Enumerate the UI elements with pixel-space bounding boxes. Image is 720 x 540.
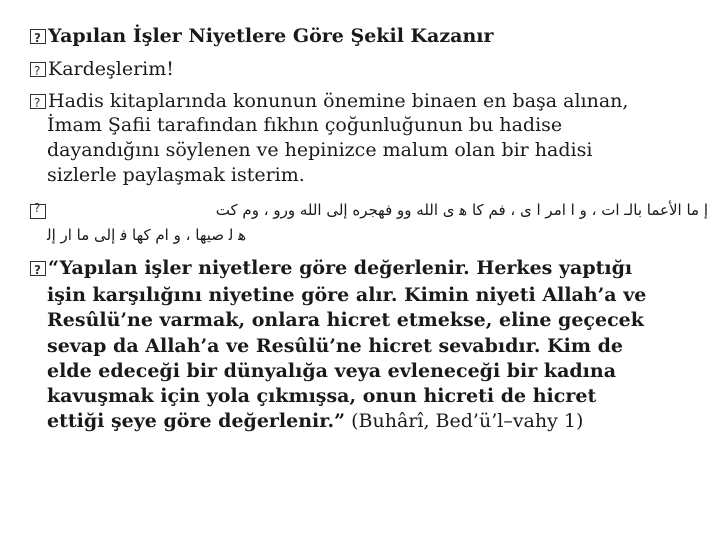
translation-line-7: ettiği şeye göre değerlenir.”	[47, 410, 346, 432]
intro-line-2: İmam Şafii tarafından fıkhın çoğunluğunun bu hadise	[47, 114, 563, 136]
slide-title-bullet	[30, 24, 494, 48]
arabic-hadith-line-2: ﻫ ﻟ ﺻﻴﻬﺎ ، و ام كها ﻓ إلى ما ار إﻟ	[47, 226, 247, 244]
missing-glyph-bullet-icon	[30, 204, 46, 219]
translation-bullet	[30, 256, 632, 280]
missing-glyph-bullet-icon	[30, 261, 46, 276]
slide-title: Yapılan İşler Niyetlere Göre Şekil Kazanır	[48, 25, 494, 47]
intro-line-3: dayandığını söylenen ve hepinizce malum olan bir hadisi	[47, 139, 593, 161]
translation-line-1: “Yapılan işler niyetlere göre değerlenir. Herkes yaptığı	[48, 257, 633, 279]
intro-line-4: sizlerle paylaşmak isterim.	[47, 164, 305, 186]
translation-line-5: elde edeceği bir dünyalığa veya evleneceği bir kadına	[47, 360, 617, 382]
translation-line-3: Resûlü’ne varmak, onlara hicret etmekse, eline geçecek	[47, 309, 644, 331]
missing-glyph-bullet-icon	[30, 29, 46, 44]
hadith-citation: (Buhârî, Bed’ü’l–vahy 1)	[351, 410, 584, 432]
missing-glyph-bullet-icon	[30, 94, 46, 109]
intro-bullet	[30, 89, 628, 113]
missing-glyph-bullet-icon	[30, 62, 46, 77]
translation-line-6: kavuşmak için yola çıkmışsa, onun hicreti de hicret	[47, 385, 597, 407]
translation-line-4: sevap da Allah’a ve Resûlü’ne hicret sevabıdır. Kim de	[47, 335, 623, 357]
translation-line-7-wrap	[47, 409, 583, 433]
intro-line-1: Hadis kitaplarında konunun önemine binaen en başa alınan,	[48, 90, 629, 112]
arabic-hadith-line-1: إ ما الأعما بالـ ات ، و ا امر ا ى ، فم كا ﻫ ى الله وو فهجره إلى الله ورو ، وم كت	[215, 201, 708, 219]
greeting-text: Kardeşlerim!	[48, 58, 174, 80]
translation-line-2: işin karşılığını niyetine göre alır. Kimin niyeti Allah’a ve	[47, 284, 647, 306]
greeting-bullet	[30, 57, 174, 81]
